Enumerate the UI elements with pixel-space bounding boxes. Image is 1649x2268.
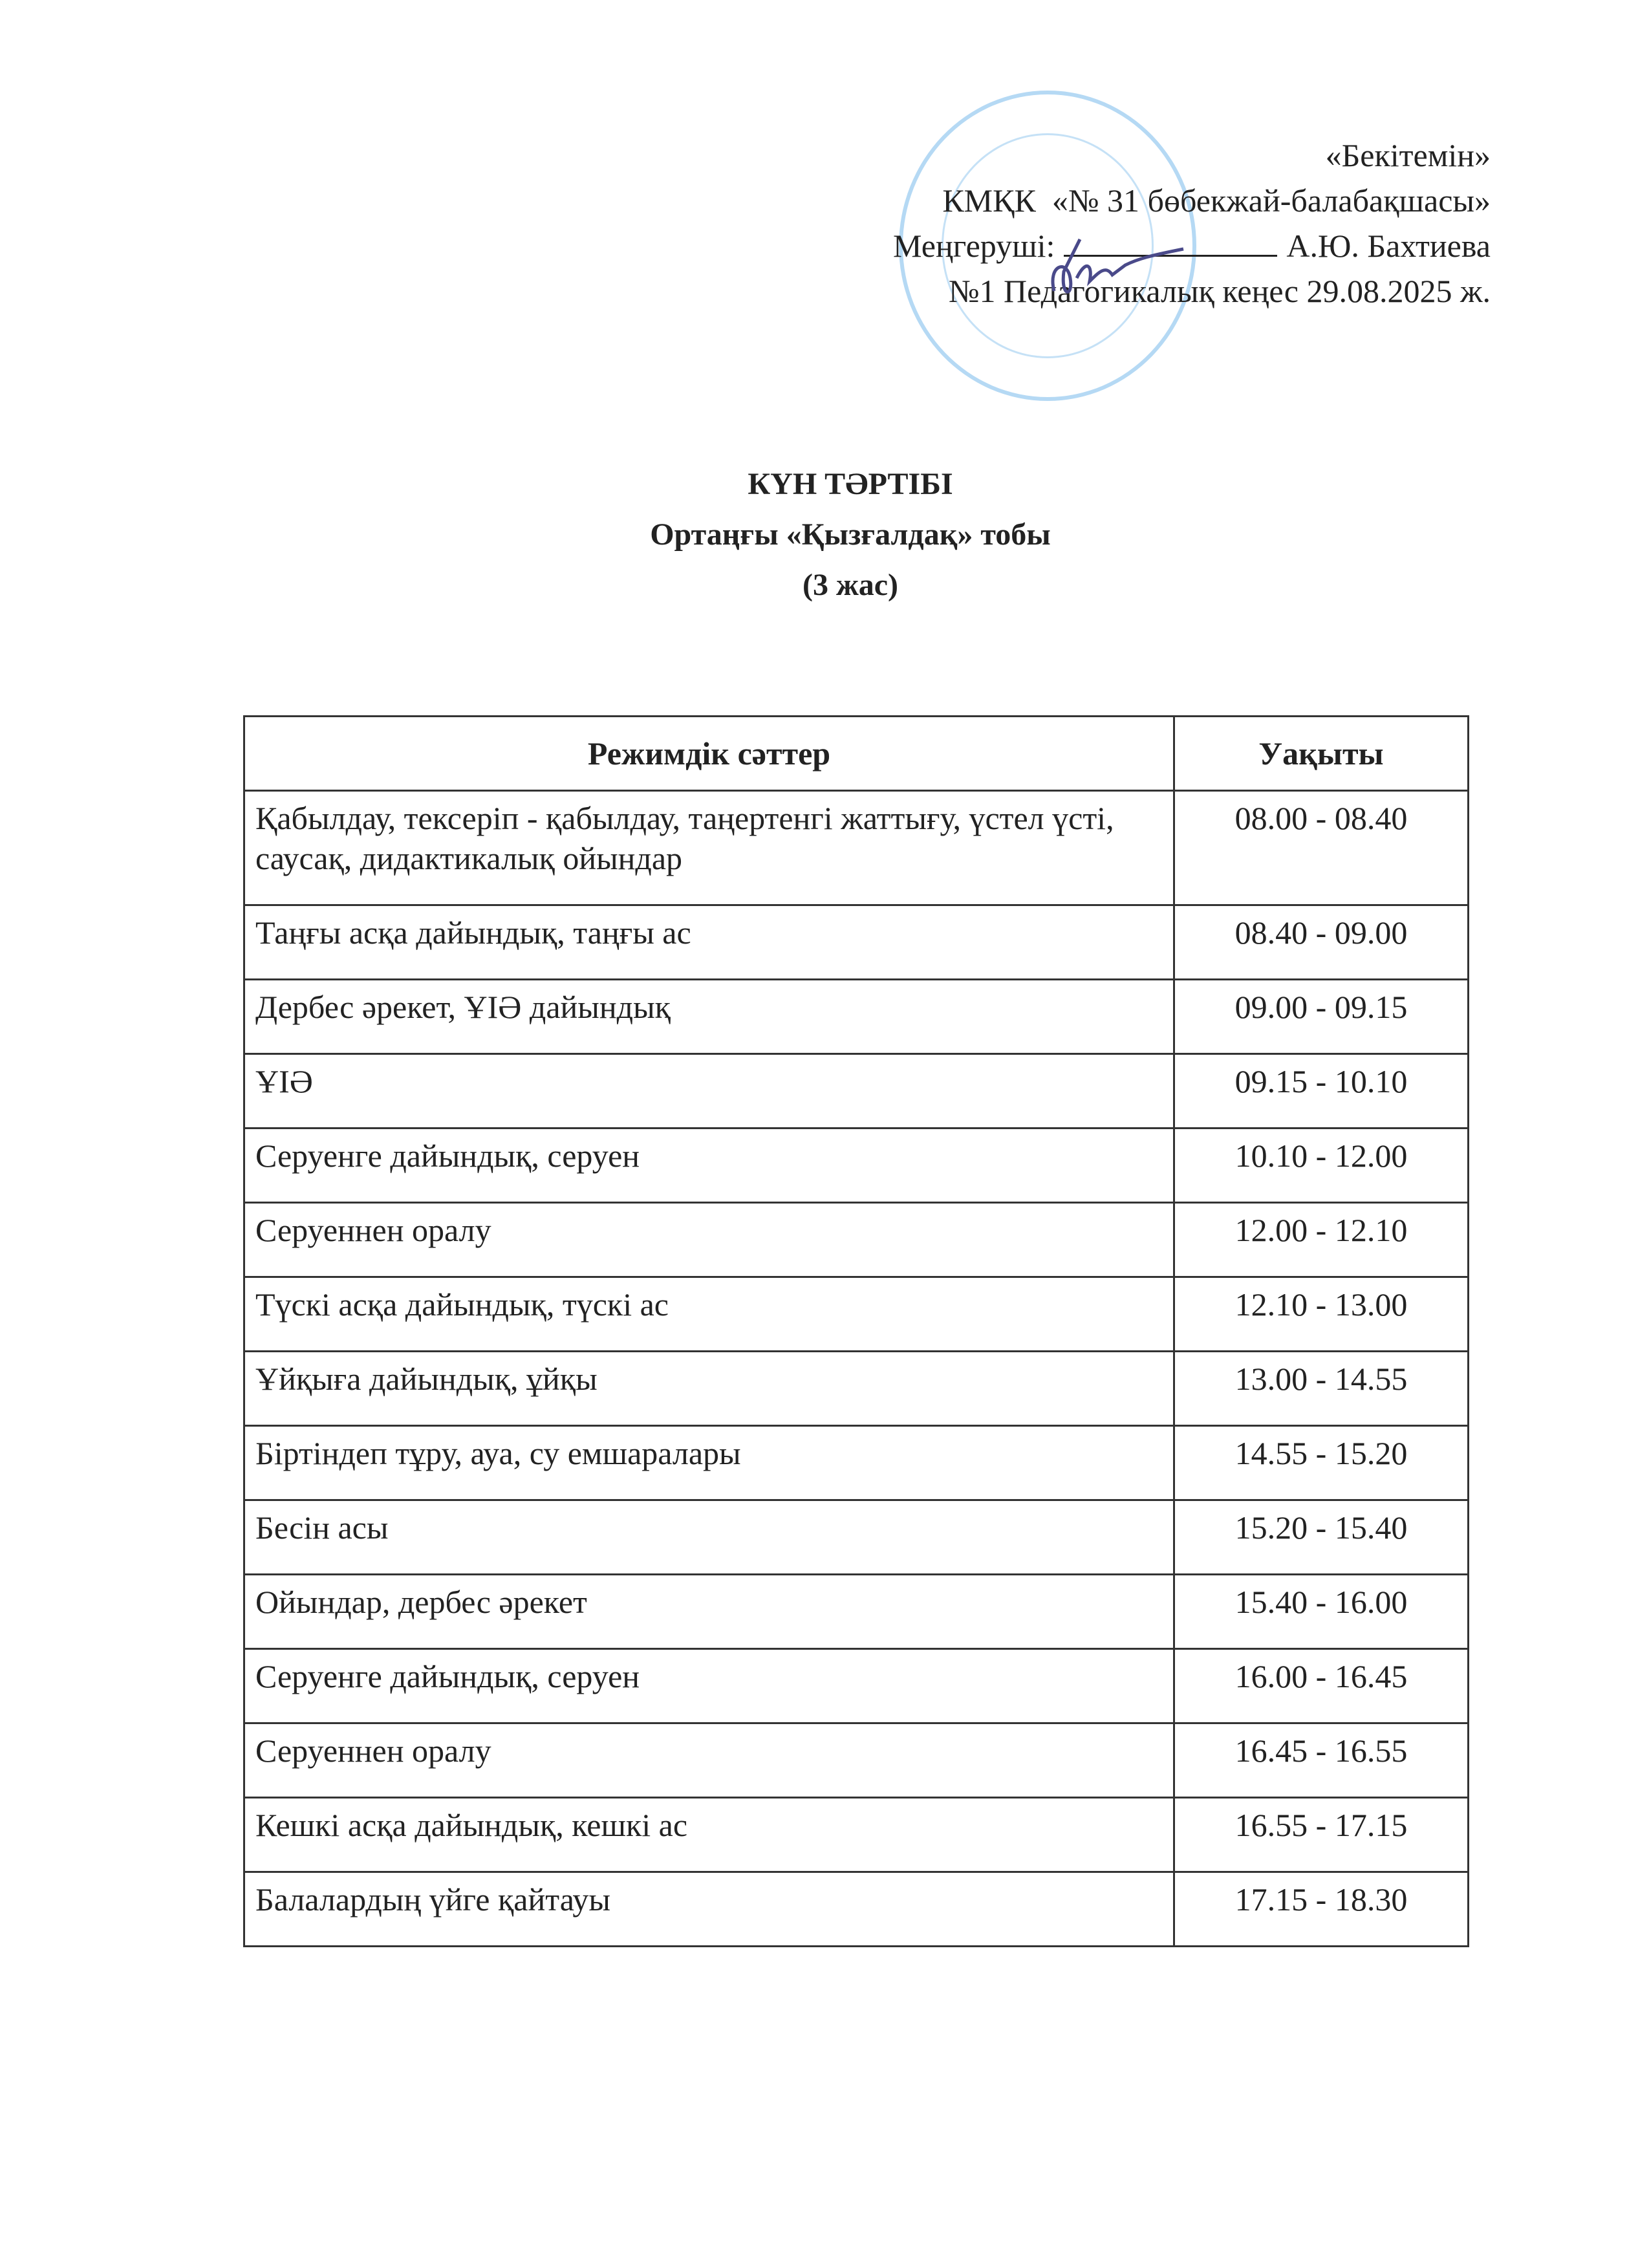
activity-cell: Балалардың үйге қайтауы <box>244 1872 1174 1947</box>
activity-cell: Ойындар, дербес әрекет <box>244 1575 1174 1649</box>
activity-cell: Серуеннен оралу <box>244 1203 1174 1277</box>
table-row <box>244 1872 1469 1947</box>
table-row <box>244 1352 1469 1426</box>
time-cell: 16.55 - 17.15 <box>1174 1798 1469 1872</box>
title-main: КҮН ТӘРТІБІ <box>748 467 953 501</box>
table-row <box>244 1575 1469 1649</box>
time-cell: 15.40 - 16.00 <box>1174 1575 1469 1649</box>
document-title <box>0 459 1649 610</box>
head-label: Меңгеруші: <box>892 228 1055 264</box>
time-cell: 08.00 - 08.40 <box>1174 791 1469 905</box>
table-row <box>244 980 1469 1054</box>
time-cell: 09.00 - 09.15 <box>1174 980 1469 1054</box>
activity-cell: Дербес әрекет, ҰІӘ дайындық <box>244 980 1174 1054</box>
activity-cell: Кешкі асқа дайындық, кешкі ас <box>244 1798 1174 1872</box>
time-cell: 12.00 - 12.10 <box>1174 1203 1469 1277</box>
time-cell: 12.10 - 13.00 <box>1174 1277 1469 1352</box>
table-row <box>244 1129 1469 1203</box>
table-row <box>244 791 1469 905</box>
title-group: Ортаңғы «Қызғалдақ» тобы <box>650 517 1051 552</box>
title-age: (3 жас) <box>802 568 899 602</box>
activity-cell: Серуеннен оралу <box>244 1723 1174 1798</box>
table-row <box>244 905 1469 980</box>
time-cell: 10.10 - 12.00 <box>1174 1129 1469 1203</box>
header-time: Уақыты <box>1174 717 1469 791</box>
time-cell: 08.40 - 09.00 <box>1174 905 1469 980</box>
organization-name: КМҚК «№ 31 бөбекжай-балабақшасы» <box>942 182 1491 219</box>
time-cell: 16.00 - 16.45 <box>1174 1649 1469 1723</box>
activity-cell: Серуенге дайындық, серуен <box>244 1649 1174 1723</box>
activity-cell: Түскі асқа дайындық, түскі ас <box>244 1277 1174 1352</box>
time-cell: 16.45 - 16.55 <box>1174 1723 1469 1798</box>
time-cell: 15.20 - 15.40 <box>1174 1500 1469 1575</box>
activity-cell: Серуенге дайындық, серуен <box>244 1129 1174 1203</box>
activity-cell: ҰІӘ <box>244 1054 1174 1129</box>
table-row <box>244 1277 1469 1352</box>
table-row <box>244 1426 1469 1500</box>
table-row <box>244 1203 1469 1277</box>
time-cell: 09.15 - 10.10 <box>1174 1054 1469 1129</box>
activity-cell: Ұйқыға дайындық, ұйқы <box>244 1352 1174 1426</box>
activity-cell: Таңғы асқа дайындық, таңғы ас <box>244 905 1174 980</box>
approval-block <box>893 133 1491 314</box>
table-header-row <box>244 717 1469 791</box>
header-activity: Режимдік сәттер <box>244 717 1174 791</box>
table-row <box>244 1500 1469 1575</box>
schedule-table <box>243 715 1469 1947</box>
table-row <box>244 1054 1469 1129</box>
time-cell: 14.55 - 15.20 <box>1174 1426 1469 1500</box>
table-row <box>244 1798 1469 1872</box>
activity-cell: Қабылдау, тексеріп - қабылдау, таңертенгі жаттығу, үстел үсті, саусақ, дидактикалық ойындар <box>244 791 1174 905</box>
table-row <box>244 1649 1469 1723</box>
signature <box>1041 226 1190 304</box>
time-cell: 17.15 - 18.30 <box>1174 1872 1469 1947</box>
activity-cell: Біртіндеп тұру, ауа, су емшаралары <box>244 1426 1174 1500</box>
activity-cell: Бесін асы <box>244 1500 1174 1575</box>
council-line: №1 Педагогикалық кеңес 29.08.2025 ж. <box>948 273 1491 309</box>
head-line <box>893 223 1491 268</box>
table-row <box>244 1723 1469 1798</box>
time-cell: 13.00 - 14.55 <box>1174 1352 1469 1426</box>
head-name: А.Ю. Бахтиева <box>1286 228 1491 264</box>
approval-label: «Бекітемін» <box>1325 137 1491 173</box>
